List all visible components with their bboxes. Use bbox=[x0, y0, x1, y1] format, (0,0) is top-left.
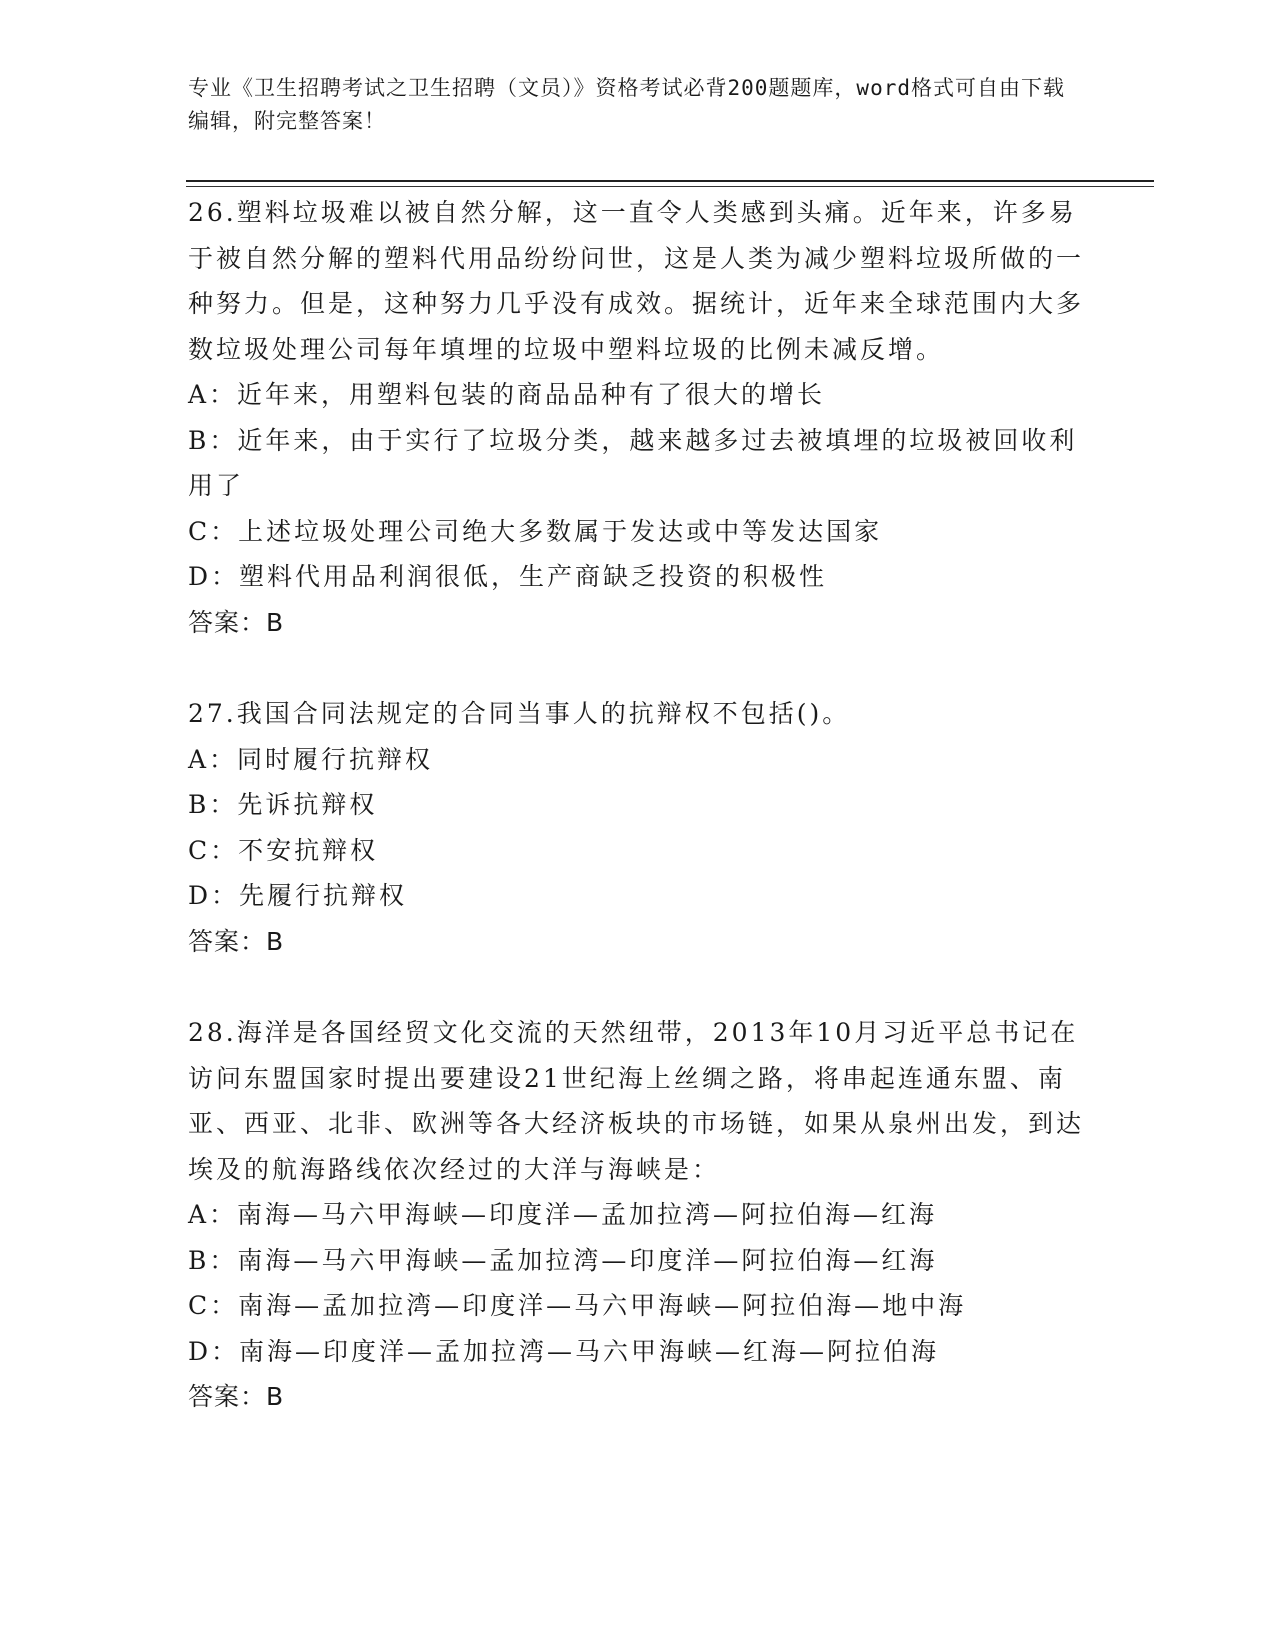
header-rule-thin bbox=[186, 186, 1154, 187]
answer-label: 答案：B bbox=[188, 1382, 285, 1411]
question-list bbox=[188, 190, 1088, 1466]
option-a: A：近年来，用塑料包装的商品品种有了很大的增长 bbox=[188, 380, 826, 409]
option-d: D：塑料代用品利润很低，生产商缺乏投资的积极性 bbox=[188, 562, 828, 591]
answer-label: 答案：B bbox=[188, 607, 285, 637]
header-rule-thick bbox=[186, 180, 1154, 182]
option-c: C：上述垃圾处理公司绝大多数属于发达或中等发达国家 bbox=[188, 516, 883, 546]
question-stem: 27.我国合同法规定的合同当事人的抗辩权不包括()。 bbox=[188, 699, 851, 728]
question-stem: 28.海洋是各国经贸文化交流的天然纽带，2013年10月习近平总书记在访问东盟国家时提出要建设21世纪海上丝绸之路，将串起连通东盟、南亚、西亚、北非、欧洲等各大经济板块的市场链，如果从泉州出发，到达埃及的航海路线依次经过的大洋与海峡是： bbox=[188, 1018, 1085, 1184]
option-d: D：先履行抗辩权 bbox=[188, 881, 408, 910]
option-a: A：南海—马六甲海峡—印度洋—孟加拉湾—阿拉伯海—红海 bbox=[188, 1200, 938, 1229]
option-b: B：先诉抗辩权 bbox=[188, 790, 378, 819]
question-27 bbox=[188, 691, 1088, 964]
option-a: A：同时履行抗辩权 bbox=[188, 744, 434, 774]
question-26 bbox=[188, 190, 1088, 645]
option-c: C：南海—孟加拉湾—印度洋—马六甲海峡—阿拉伯海—地中海 bbox=[188, 1291, 967, 1320]
page-header: 专业《卫生招聘考试之卫生招聘（文员）》资格考试必背200题题库，word格式可自由下载编辑，附完整答案！ bbox=[188, 76, 1065, 133]
option-b: B：南海—马六甲海峡—孟加拉湾—印度洋—阿拉伯海—红海 bbox=[188, 1245, 938, 1275]
option-b: B：近年来，由于实行了垃圾分类，越来越多过去被填埋的垃圾被回收利用了 bbox=[188, 425, 1078, 500]
option-c: C：不安抗辩权 bbox=[188, 835, 379, 865]
answer-label: 答案：B bbox=[188, 926, 285, 956]
question-stem: 26.塑料垃圾难以被自然分解，这一直令人类感到头痛。近年来，许多易于被自然分解的塑料代用品纷纷问世，这是人类为减少塑料垃圾所做的一种努力。但是，这种努力几乎没有成效。据统计，近年来全球范围内大多数垃圾处理公司每年填埋的垃圾中塑料垃圾的比例未减反增。 bbox=[188, 198, 1085, 364]
question-28 bbox=[188, 1010, 1088, 1420]
option-d: D：南海—印度洋—孟加拉湾—马六甲海峡—红海—阿拉伯海 bbox=[188, 1336, 940, 1366]
